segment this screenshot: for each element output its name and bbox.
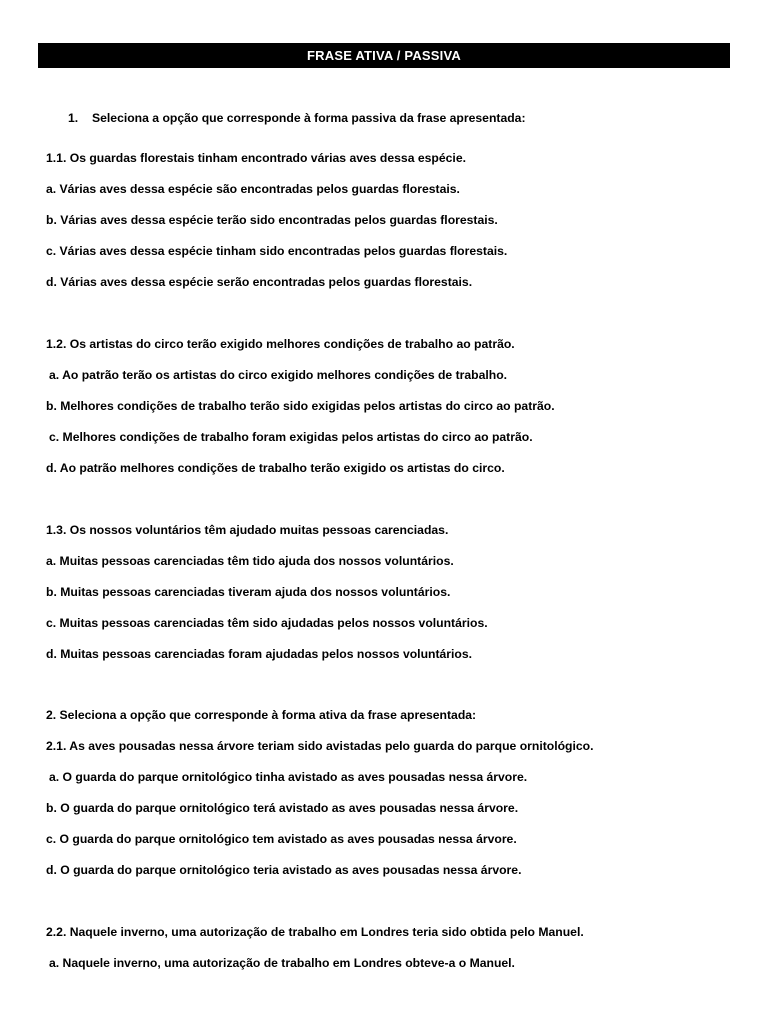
question-1-1-option-d: d. Várias aves dessa espécie serão encontradas pelos guardas florestais. bbox=[46, 275, 473, 289]
question-2-2-option-a: a. Naquele inverno, uma autorização de trabalho em Londres obteve-a o Manuel. bbox=[49, 956, 515, 970]
question-1-1-option-b: b. Várias aves dessa espécie terão sido encontradas pelos guardas florestais. bbox=[46, 213, 498, 227]
question-1-2-option-c: c. Melhores condições de trabalho foram exigidas pelos artistas do circo ao patrão. bbox=[49, 430, 533, 444]
question-1-1-prompt: 1.1. Os guardas florestais tinham encontrado várias aves dessa espécie. bbox=[46, 151, 466, 165]
question-1-3-prompt: 1.3. Os nossos voluntários têm ajudado muitas pessoas carenciadas. bbox=[46, 523, 449, 537]
question-2-1-prompt: 2.1. As aves pousadas nessa árvore teriam sido avistadas pelo guarda do parque ornitológico. bbox=[46, 739, 594, 753]
section-1-instruction-text: Seleciona a opção que corresponde à forma passiva da frase apresentada: bbox=[92, 111, 526, 125]
question-1-2-option-b: b. Melhores condições de trabalho terão sido exigidas pelos artistas do circo ao patrão. bbox=[46, 399, 555, 413]
section-1-number: 1. bbox=[68, 111, 79, 125]
question-1-2-option-a: a. Ao patrão terão os artistas do circo exigido melhores condições de trabalho. bbox=[49, 368, 508, 382]
section-1-instruction bbox=[68, 110, 526, 126]
question-1-3-option-a: a. Muitas pessoas carenciadas têm tido ajuda dos nossos voluntários. bbox=[46, 554, 454, 568]
question-1-2-option-d: d. Ao patrão melhores condições de trabalho terão exigido os artistas do circo. bbox=[46, 461, 505, 475]
question-2-1-option-a: a. O guarda do parque ornitológico tinha avistado as aves pousadas nessa árvore. bbox=[49, 770, 528, 784]
question-1-1-option-a: a. Várias aves dessa espécie são encontradas pelos guardas florestais. bbox=[46, 182, 460, 196]
question-2-2-prompt: 2.2. Naquele inverno, uma autorização de trabalho em Londres teria sido obtida pelo Manuel. bbox=[46, 925, 584, 939]
question-2-1-option-c: c. O guarda do parque ornitológico tem avistado as aves pousadas nessa árvore. bbox=[46, 832, 517, 846]
question-1-3-option-b: b. Muitas pessoas carenciadas tiveram ajuda dos nossos voluntários. bbox=[46, 585, 451, 599]
question-2-1-option-b: b. O guarda do parque ornitológico terá avistado as aves pousadas nessa árvore. bbox=[46, 801, 519, 815]
question-1-2-prompt: 1.2. Os artistas do circo terão exigido melhores condições de trabalho ao patrão. bbox=[46, 337, 515, 351]
worksheet-title: FRASE ATIVA / PASSIVA bbox=[38, 43, 730, 68]
question-1-3-option-d: d. Muitas pessoas carenciadas foram ajudadas pelos nossos voluntários. bbox=[46, 647, 473, 661]
section-2-instruction: 2. Seleciona a opção que corresponde à forma ativa da frase apresentada: bbox=[46, 708, 477, 722]
question-1-3-option-c: c. Muitas pessoas carenciadas têm sido ajudadas pelos nossos voluntários. bbox=[46, 616, 488, 630]
question-2-1-option-d: d. O guarda do parque ornitológico teria avistado as aves pousadas nessa árvore. bbox=[46, 863, 522, 877]
question-1-1-option-c: c. Várias aves dessa espécie tinham sido encontradas pelos guardas florestais. bbox=[46, 244, 508, 258]
